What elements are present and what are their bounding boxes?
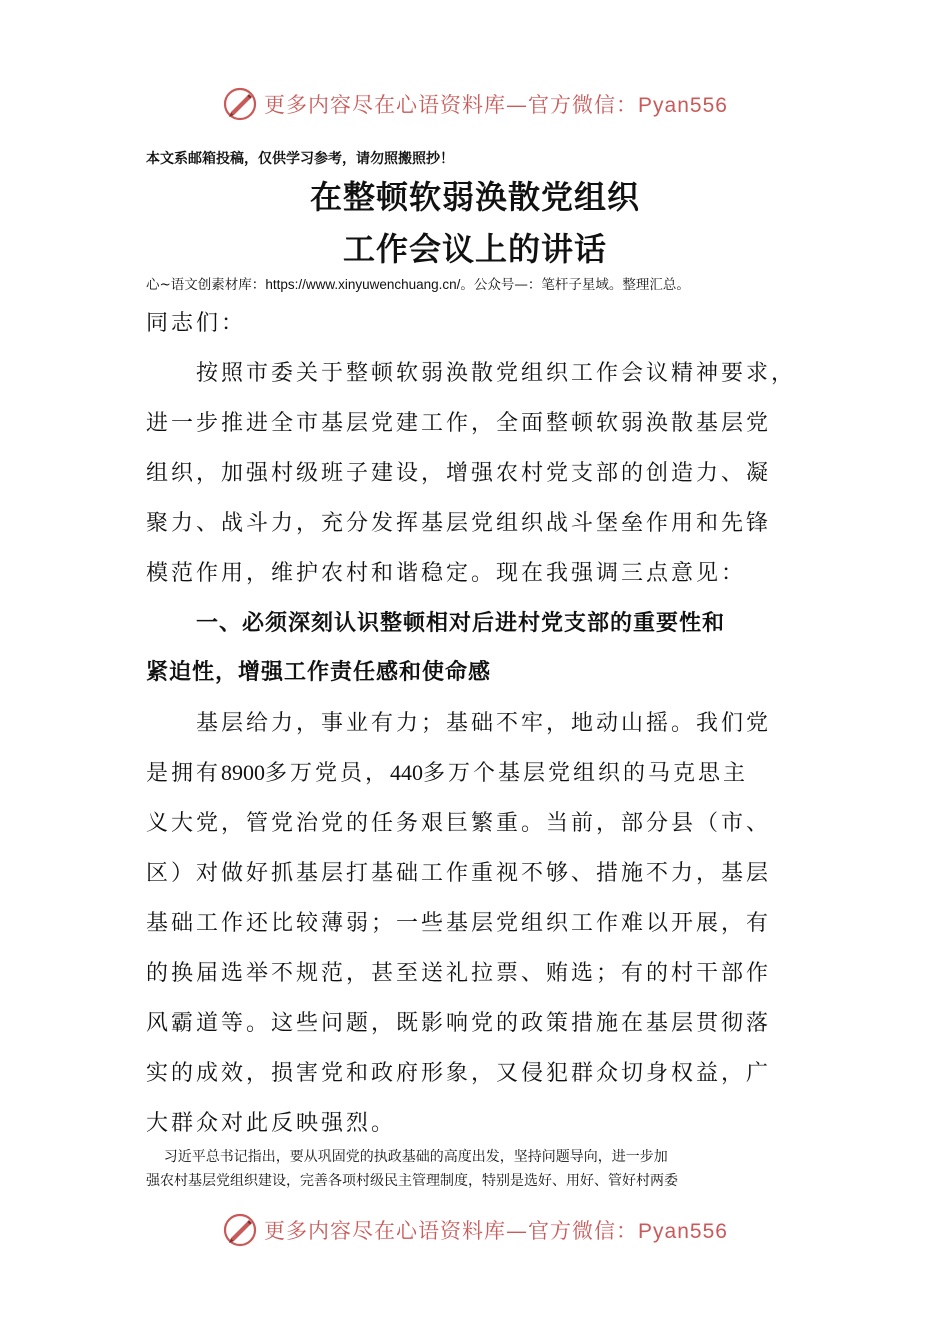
section-heading-1-cont: 紧迫性，增强工作责任感和使命感 — [146, 660, 492, 685]
section-heading-1: 一、必须深刻认识整顿相对后进村党支部的重要性和 — [196, 611, 726, 636]
body-line: 是拥有8900多万党员，440多万个基层党组织的马克思主 — [146, 760, 749, 786]
small-text-line: 强农村基层党组织建设，完善各项村级民主管理制度，特别是选好、用好、管好村两委 — [146, 1173, 678, 1189]
body-line: 进一步推进全市基层党建工作，全面整顿软弱涣散基层党 — [146, 411, 772, 436]
top-watermark-banner — [0, 84, 950, 124]
banner-text: 更多内容尽在心语资料库—官方微信：Pyan556 — [264, 1219, 728, 1243]
body-line: 区）对做好抓基层打基础工作重视不够、措施不力，基层 — [146, 861, 772, 886]
pen-logo-icon — [222, 1212, 258, 1248]
body-line: 基础工作还比较薄弱；一些基层党组织工作难以开展，有 — [146, 911, 772, 936]
title-line-2: 工作会议上的讲话 — [342, 230, 607, 268]
source-line: 心~语文创素材库：https://www.xinyuwenchuang.cn/。公众号—：笔杆子星域。整理汇总。 — [146, 277, 690, 293]
small-text-line: 习近平总书记指出，要从巩固党的执政基础的高度出发，坚持问题导向，进一步加 — [146, 1149, 668, 1165]
body-line: 的换届选举不规范，甚至送礼拉票、贿选；有的村干部作 — [146, 961, 772, 986]
body-line: 实的成效，损害党和政府形象，又侵犯群众切身权益，广 — [146, 1061, 772, 1086]
banner-text: 更多内容尽在心语资料库—官方微信：Pyan556 — [264, 93, 728, 117]
greeting: 同志们： — [146, 311, 247, 336]
body-line: 风霸道等。这些问题，既影响党的政策措施在基层贯彻落 — [146, 1011, 772, 1036]
pen-logo-icon — [222, 86, 258, 122]
body-line: 义大党，管党治党的任务艰巨繁重。当前，部分县（市、 — [146, 811, 772, 836]
body-line: 基层给力，事业有力；基础不牢，地动山摇。我们党 — [196, 711, 772, 736]
body-line: 大群众对此反映强烈。 — [146, 1111, 397, 1136]
body-line: 组织，加强村级班子建设，增强农村党支部的创造力、凝 — [146, 461, 772, 486]
body-line: 模范作用，维护农村和谐稳定。现在我强调三点意见： — [146, 561, 747, 586]
body-line: 聚力、战斗力，充分发挥基层党组织战斗堡垒作用和先锋 — [146, 511, 772, 536]
copy-notice: 本文系邮箱投稿，仅供学习参考，请勿照搬照抄！ — [146, 151, 454, 167]
title-line-1: 在整顿软弱涣散党组织 — [309, 178, 640, 216]
body-line: 按照市委关于整顿软弱涣散党组织工作会议精神要求， — [196, 361, 797, 386]
bottom-watermark-banner — [0, 1210, 950, 1250]
